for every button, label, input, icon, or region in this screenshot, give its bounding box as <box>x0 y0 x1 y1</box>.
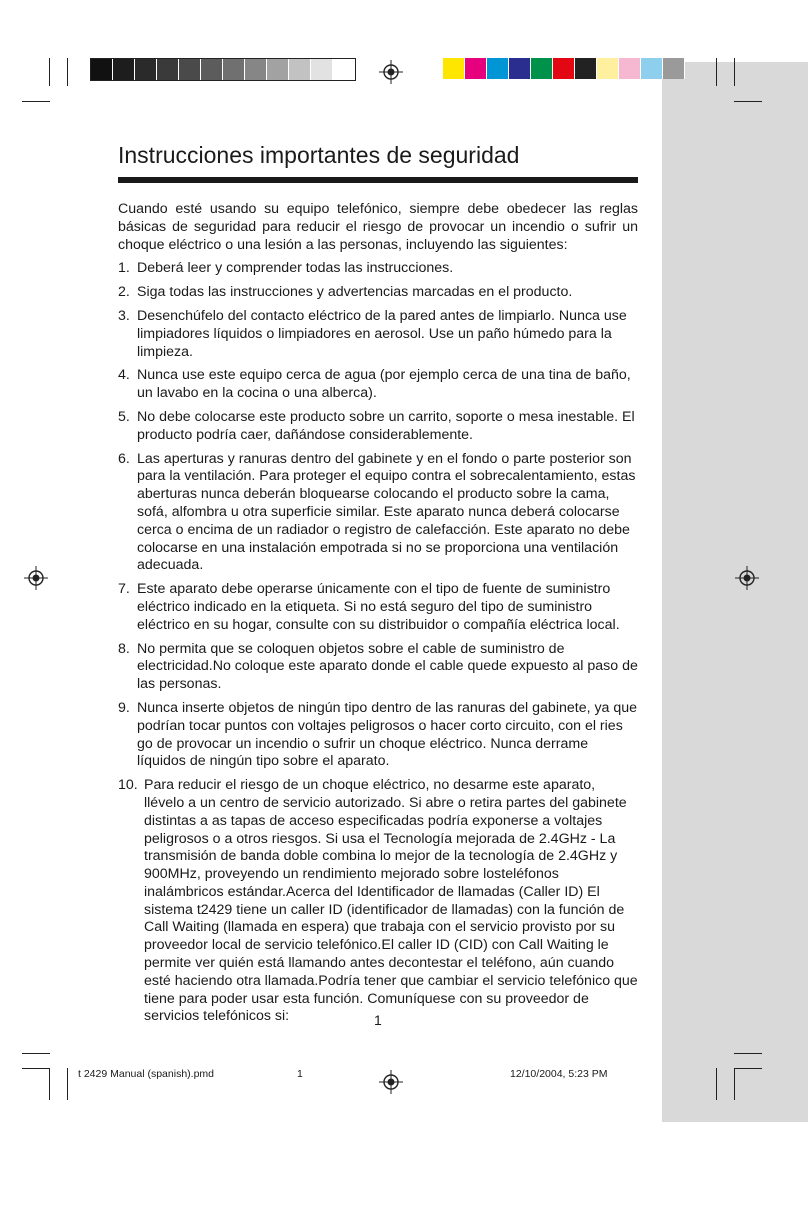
list-item-number: 9. <box>118 699 130 716</box>
list-item-text: Siga todas las instrucciones y advertencias marcadas en el producto. <box>137 284 573 301</box>
color-swatch <box>223 59 245 80</box>
color-swatch <box>443 58 465 79</box>
color-swatch <box>619 58 641 79</box>
crop-mark <box>734 1068 762 1069</box>
list-item-number: 1. <box>118 260 130 277</box>
crop-mark <box>49 58 50 86</box>
crop-mark <box>734 58 735 86</box>
color-swatch <box>157 59 179 80</box>
list-item-text: Nunca use este equipo cerca de agua (por ejemplo cerca de una tina de baño, un lavabo en la cocina o una alberca). <box>137 367 631 402</box>
document-body <box>118 201 638 1032</box>
list-item-text: Las aperturas y ranuras dentro del gabinete y en el fondo o parte posterior son para la ventilación. Para proteger el equipo contra el sobrecalentamiento, estas aberturas nunca deberán bloquearse colocando el producto sobre la cama, sofá, alfombra u otra superficie similar. Este aparato nunca deberá colocarse cerca o encima de un radiador o registro de calefacción. Este aparato no debe colocarse en una instalación empotrada si no se proporciona una ventilación adecuada. <box>137 450 636 574</box>
registration-mark-icon <box>735 566 759 590</box>
list-item <box>118 367 638 403</box>
color-swatch <box>91 59 113 80</box>
crop-mark <box>22 1053 50 1054</box>
list-item-number: 7. <box>118 581 130 598</box>
crop-mark <box>734 1068 735 1100</box>
crop-mark <box>734 101 762 102</box>
gray-margin-strip <box>662 62 808 1122</box>
list-item <box>118 700 638 771</box>
list-item-text: Para reducir el riesgo de un choque eléctrico, no desarme este aparato, llévelo a un centro de servicio autorizado. Si abre o retira partes del gabinete distintas a as tapas de acceso especificadas podría exponerse a voltajes peligrosos o a otros riesgos. Si usa el Tecnología mejorada de 2.4GHz - La transmisión de banda doble combina lo mejor de la tecnología de 2.4GHz y 900MHz, proveyendo un rendimiento mejorado sobre losteléfonos inalámbricos estándar.Acerca del Identificador de llamadas (Caller ID) El sistema t2429 tiene un caller ID (identificador de llamadas) con la función de Call Waiting (llamada en espera) que trabaja con el servicio provisto por su proveedor local de servicio telefónico.El caller ID (CID) con Call Waiting le permite ver quién está llamando antes decontestar el teléfono, aún cuando esté haciendo otra llamada.Podría tener que cambiar el servicio telefónico que tiene para poder usar esta función. Comuníquese con su proveedor de servicios telefónicos si: <box>144 777 638 1025</box>
crop-mark <box>67 58 68 86</box>
list-item <box>118 777 638 1026</box>
color-swatch <box>179 59 201 80</box>
list-item-text: No debe colocarse este producto sobre un carrito, soporte o mesa inestable. El producto podría caer, dañándose considerablemente. <box>137 408 635 443</box>
registration-mark-icon <box>379 60 403 84</box>
list-item <box>118 581 638 634</box>
registration-mark-icon <box>379 1070 403 1094</box>
crop-mark <box>716 58 717 86</box>
color-swatch <box>289 59 311 80</box>
footer-date: 12/10/2004, 5:23 PM <box>510 1068 608 1080</box>
list-item-number: 8. <box>118 640 130 657</box>
crop-mark <box>716 1068 717 1100</box>
color-swatch <box>267 59 289 80</box>
color-swatch <box>113 59 135 80</box>
color-swatch <box>663 58 685 79</box>
crop-mark <box>734 1053 762 1054</box>
color-swatch <box>487 58 509 79</box>
color-calibration-bar <box>443 58 685 79</box>
intro-paragraph: Cuando esté usando su equipo telefónico, siempre debe obedecer las reglas básicas de seguridad para reducir el riesgo de provocar un incendio o sufrir un choque eléctrico o una lesión a las personas, incluyendo las siguientes: <box>118 201 638 253</box>
color-swatch <box>333 59 355 80</box>
list-item-text: Deberá leer y comprender todas las instrucciones. <box>137 260 454 277</box>
color-swatch <box>135 59 157 80</box>
registration-mark-icon <box>24 566 48 590</box>
color-swatch <box>641 58 663 79</box>
list-item-text: Desenchúfelo del contacto eléctrico de la pared antes de limpiarlo. Nunca use limpiadores líquidos o limpiadores en aerosol. Use un paño húmedo para la limpieza. <box>137 307 627 360</box>
list-item-number: 5. <box>118 408 130 425</box>
list-item-number: 4. <box>118 367 130 384</box>
title-rule <box>118 177 638 183</box>
footer-page: 1 <box>297 1068 303 1080</box>
crop-mark <box>49 1068 50 1100</box>
list-item <box>118 641 638 694</box>
grayscale-calibration-bar <box>90 58 356 81</box>
list-item-number: 10. <box>118 777 138 794</box>
list-item-text: Este aparato debe operarse únicamente con el tipo de fuente de suministro eléctrico indicado en la etiqueta. Si no está seguro del tipo de suministro eléctrico en su hogar, consulte con su distribuidor o compañía eléctrica local. <box>137 581 620 633</box>
list-item-number: 2. <box>118 284 130 301</box>
list-item <box>118 451 638 576</box>
color-swatch <box>465 58 487 79</box>
list-item-text: No permita que se coloquen objetos sobre el cable de suministro de electricidad.No coloque este aparato donde el cable quede expuesto al paso de las personas. <box>137 640 638 693</box>
list-item <box>118 260 638 278</box>
safety-instructions-list <box>118 260 638 1026</box>
list-item <box>118 284 638 302</box>
color-swatch <box>531 58 553 79</box>
list-item-number: 6. <box>118 450 130 467</box>
color-swatch <box>245 59 267 80</box>
footer-file-name: t 2429 Manual (spanish).pmd <box>78 1068 214 1080</box>
crop-mark <box>67 1068 68 1100</box>
color-swatch <box>201 59 223 80</box>
list-item <box>118 409 638 445</box>
list-item <box>118 308 638 361</box>
page-title: Instrucciones importantes de seguridad <box>118 142 520 168</box>
crop-mark <box>22 101 50 102</box>
color-swatch <box>597 58 619 79</box>
crop-mark <box>22 1068 50 1069</box>
page-number: 1 <box>374 1012 382 1028</box>
list-item-text: Nunca inserte objetos de ningún tipo dentro de las ranuras del gabinete, ya que podrían tocar puntos con voltajes peligrosos o hacer corto circuito, con el ries go de provocar un incendio o sufrir un choque eléctrico. Nunca derrame líquidos de ningún tipo sobre el aparato. <box>137 699 638 770</box>
color-swatch <box>553 58 575 79</box>
color-swatch <box>311 59 333 80</box>
color-swatch <box>575 58 597 79</box>
color-swatch <box>509 58 531 79</box>
list-item-number: 3. <box>118 307 130 324</box>
